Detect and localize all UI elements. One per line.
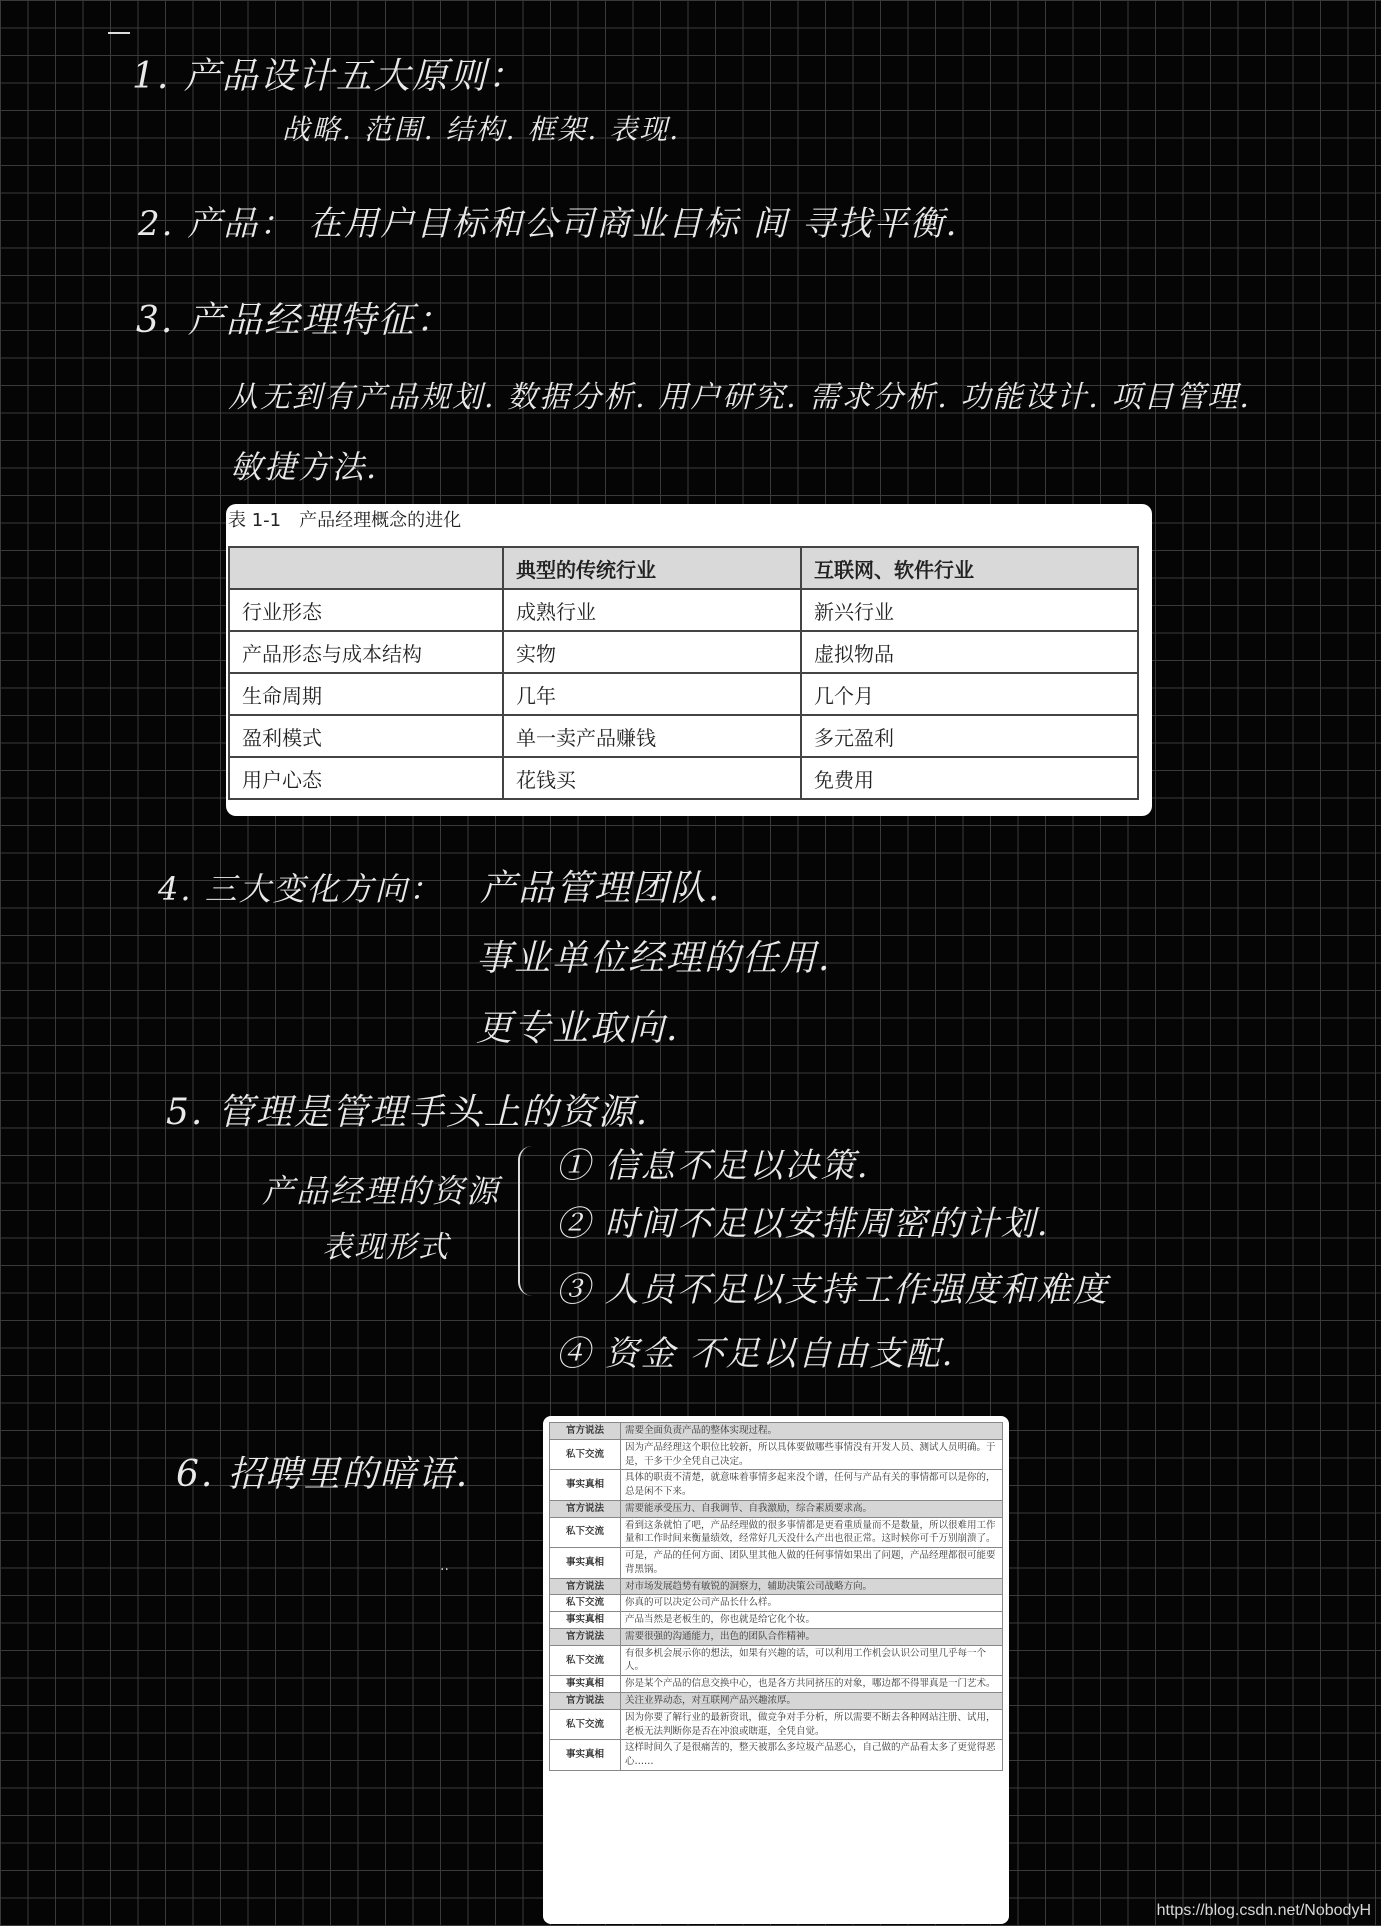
table-row <box>229 715 1138 757</box>
table-row <box>550 1517 1003 1548</box>
row-label: 事实真相 <box>550 1676 621 1693</box>
note-2: 2. 产品： 在用户目标和公司商业目标 间 寻找平衡. <box>138 204 959 244</box>
table-cell: 虚拟物品 <box>801 631 1138 673</box>
row-label: 事实真相 <box>550 1612 621 1629</box>
note-4-item-2: 事业单位经理的任用. <box>476 938 832 979</box>
note-4: 4. 三大变化方向： <box>158 870 443 908</box>
row-text: 具体的职责不清楚，就意味着事情多起来没个谱，任何与产品有关的事情都可以是你的，总是闲不下来。 <box>621 1470 1003 1501</box>
row-text: 可是，产品的任何方面、团队里其他人做的任何事情如果出了问题，产品经理都很可能要背黑锅。 <box>621 1548 1003 1579</box>
table-row <box>229 589 1138 631</box>
table-cell: 产品形态与成本结构 <box>229 631 503 673</box>
table-row <box>550 1470 1003 1501</box>
row-text: 看到这条就怕了吧，产品经理做的很多事情都是更看重质量而不是数量，所以很难用工作量和工作时间来衡量绩效，经常好几天没什么产出也很正常。这时候你可千万别崩溃了。 <box>621 1517 1003 1548</box>
table-row <box>229 757 1138 799</box>
note-6: 6. 招聘里的暗语. <box>176 1454 470 1495</box>
note-5-item-3: ③ 人员不足以支持工作强度和难度 <box>556 1270 1109 1310</box>
row-label: 私下交流 <box>550 1439 621 1470</box>
row-text: 你真的可以决定公司产品长什么样。 <box>621 1595 1003 1612</box>
row-label: 事实真相 <box>550 1548 621 1579</box>
recruit-jargon-table <box>549 1422 1003 1771</box>
note-5-item-2: ② 时间不足以安排周密的计划. <box>556 1204 1050 1244</box>
note-5: 5. 管理是管理手头上的资源. <box>166 1092 650 1133</box>
note-1-detail: 战略. 范围. 结构. 框架. 表现. <box>282 113 681 146</box>
table-cell: 生命周期 <box>229 673 503 715</box>
watermark: https://blog.csdn.net/NobodyH <box>1156 1902 1371 1919</box>
row-text: 需要全面负责产品的整体实现过程。 <box>621 1423 1003 1440</box>
table-row <box>550 1740 1003 1771</box>
table-row <box>550 1612 1003 1629</box>
note-5-side-2: 表现形式 <box>322 1230 450 1265</box>
table-row <box>229 631 1138 673</box>
note-1: 1. 产品设计五大原则： <box>132 56 526 97</box>
table-cell: 几年 <box>503 673 801 715</box>
row-label: 私下交流 <box>550 1709 621 1740</box>
note-4-item-1: 产品管理团队. <box>480 868 722 909</box>
row-text: 对市场发展趋势有敏锐的洞察力，辅助决策公司战略方向。 <box>621 1578 1003 1595</box>
row-label: 私下交流 <box>550 1517 621 1548</box>
row-label: 官方说法 <box>550 1500 621 1517</box>
table-row <box>550 1645 1003 1676</box>
curly-brace-mark <box>518 1146 540 1296</box>
note-3-detail-2: 敏捷方法. <box>230 448 379 486</box>
evolution-table-card <box>226 504 1152 816</box>
table-cell: 行业形态 <box>229 589 503 631</box>
table-row <box>550 1439 1003 1470</box>
row-text: 需要很强的沟通能力，出色的团队合作精神。 <box>621 1628 1003 1645</box>
row-label: 事实真相 <box>550 1470 621 1501</box>
evolution-table <box>228 546 1139 800</box>
top-dash-mark <box>108 32 130 34</box>
row-text: 有很多机会展示你的想法，如果有兴趣的话，可以利用工作机会认识公司里几乎每一个人。 <box>621 1645 1003 1676</box>
row-label: 事实真相 <box>550 1740 621 1771</box>
table-row <box>550 1628 1003 1645</box>
table-cell: 花钱买 <box>503 757 801 799</box>
note-5-item-1: ① 信息不足以决策. <box>556 1146 870 1186</box>
table-row <box>550 1548 1003 1579</box>
note-5-item-4: ④ 资金 不足以自由支配. <box>556 1334 955 1374</box>
table-row <box>550 1709 1003 1740</box>
table-cell: 新兴行业 <box>801 589 1138 631</box>
note-4-item-3: 更专业取向. <box>476 1008 680 1049</box>
evolution-table-caption: 表 1-1 产品经理概念的进化 <box>228 510 462 531</box>
row-text: 因为你要了解行业的最新资讯，做竞争对手分析，所以需要不断去各种网站注册、试用，老板无法判断你是否在冲浪或瞎逛，全凭自觉。 <box>621 1709 1003 1740</box>
row-label: 私下交流 <box>550 1645 621 1676</box>
table-cell: 用户心态 <box>229 757 503 799</box>
table-row <box>550 1500 1003 1517</box>
row-label: 私下交流 <box>550 1595 621 1612</box>
table-cell: 免费用 <box>801 757 1138 799</box>
table-cell: 几个月 <box>801 673 1138 715</box>
row-text: 你是某个产品的信息交换中心，也是各方共同挤压的对象，哪边都不得罪真是一门艺术。 <box>621 1676 1003 1693</box>
note-3-detail: 从无到有产品规划. 数据分析. 用户研究. 需求分析. 功能设计. 项目管理. <box>228 380 1251 415</box>
table-row <box>550 1676 1003 1693</box>
table-header-cell: 典型的传统行业 <box>503 547 801 589</box>
row-text: 这样时间久了是很痛苦的，整天被那么多垃圾产品恶心，自己做的产品看太多了更觉得恶心…… <box>621 1740 1003 1771</box>
row-label: 官方说法 <box>550 1693 621 1710</box>
table-header-cell: 互联网、软件行业 <box>801 547 1138 589</box>
table-row <box>550 1423 1003 1440</box>
row-text: 产品当然是老板生的，你也就是给它化个妆。 <box>621 1612 1003 1629</box>
table-cell: 单一卖产品赚钱 <box>503 715 801 757</box>
table-cell: 多元盈利 <box>801 715 1138 757</box>
row-label: 官方说法 <box>550 1423 621 1440</box>
note-3: 3. 产品经理特征： <box>136 300 454 341</box>
table-cell: 盈利模式 <box>229 715 503 757</box>
table-header-row <box>229 547 1138 589</box>
recruit-jargon-table-card <box>543 1416 1009 1924</box>
note-5-side-1: 产品经理的资源 <box>262 1172 501 1210</box>
row-text: 因为产品经理这个职位比较新，所以具体要做哪些事情没有开发人员、测试人员明确。于是，干多干少全凭自己决定。 <box>621 1439 1003 1470</box>
stray-mark: .. <box>440 1558 449 1574</box>
table-row <box>550 1578 1003 1595</box>
row-text: 需要能承受压力、自我调节、自我激励，综合素质要求高。 <box>621 1500 1003 1517</box>
row-label: 官方说法 <box>550 1578 621 1595</box>
table-cell: 实物 <box>503 631 801 673</box>
table-header-cell <box>229 547 503 589</box>
row-label: 官方说法 <box>550 1628 621 1645</box>
table-row <box>229 673 1138 715</box>
table-cell: 成熟行业 <box>503 589 801 631</box>
table-row <box>550 1595 1003 1612</box>
row-text: 关注业界动态，对互联网产品兴趣浓厚。 <box>621 1693 1003 1710</box>
table-row <box>550 1693 1003 1710</box>
